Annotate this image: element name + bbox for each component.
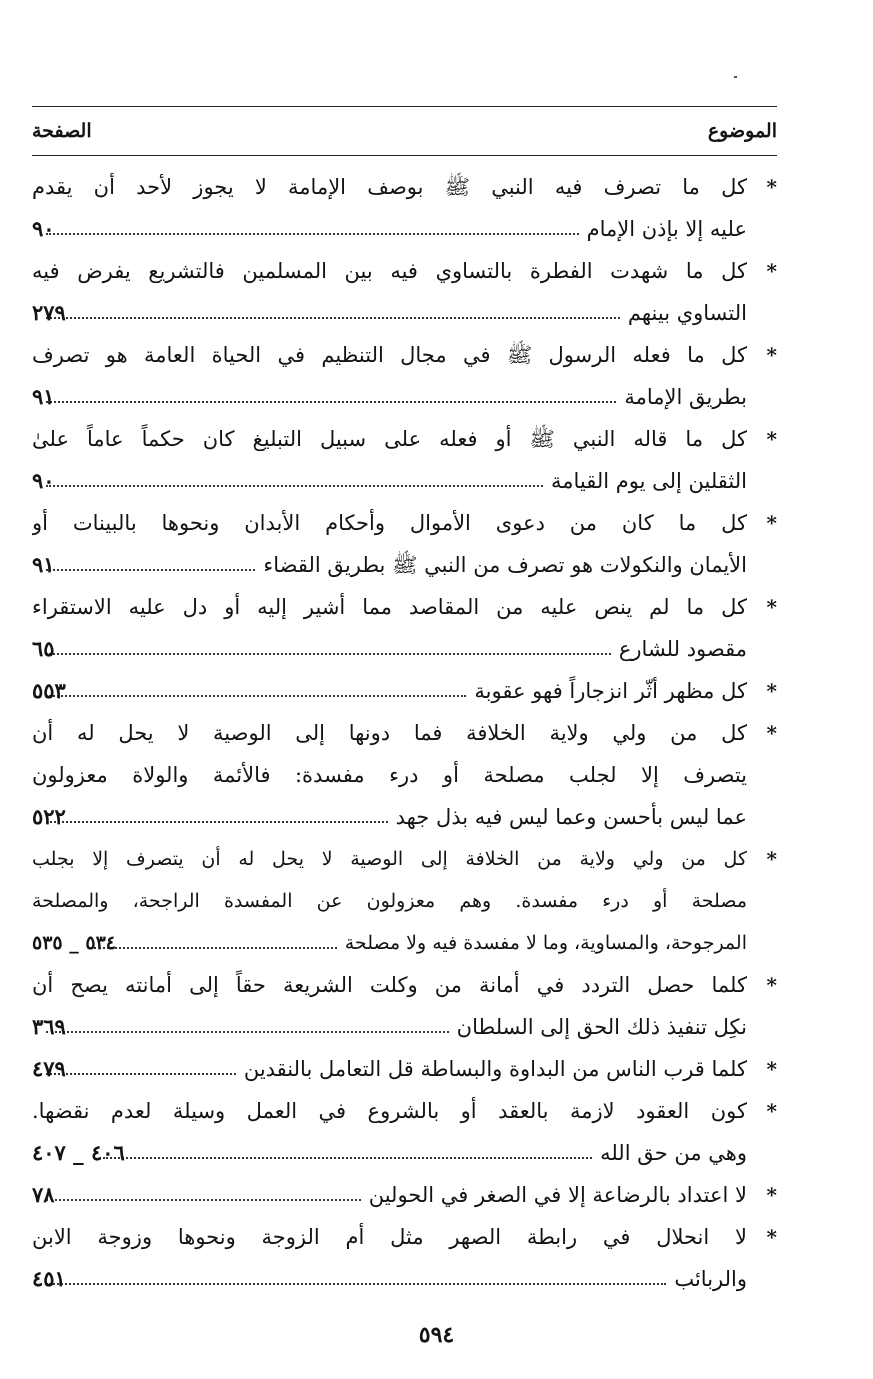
- entry-final-text: الأيمان والنكولات هو تصرف من النبي ﷺ بطريق القضاء: [263, 553, 747, 577]
- entry-final-text: كلما قرب الناس من البداوة والبساطة قل التعامل بالنقدين: [243, 1057, 747, 1081]
- entry-page-ref: ٤٠٦ _ ٤٠٧: [32, 1140, 125, 1165]
- entry-final-line: [32, 796, 747, 838]
- dot-leader: [46, 401, 616, 403]
- entry-final-line: [32, 1006, 747, 1048]
- entry-final-text: نكِل تنفيذ ذلك الحق إلى السلطان: [456, 1015, 747, 1039]
- dot-leader: [46, 233, 579, 235]
- entry-page-ref: ٣٦٩: [32, 1014, 66, 1039]
- entry-line: كل ما قاله النبي ﷺ أو فعله على سبيل التبليغ كان حكماً عاماً علىٰ: [32, 427, 747, 451]
- entry-final-line: [32, 670, 747, 712]
- index-entry: [32, 586, 777, 670]
- entry-line: مصلحة أو درء مفسدة. وهم معزولون عن المفسدة الراجحة، والمصلحة: [32, 890, 747, 912]
- entry-final-text: لا اعتداد بالرضاعة إلا في الصغر في الحولين: [368, 1183, 747, 1207]
- page-column-label: الصفحة: [32, 120, 92, 142]
- entry-line: كل من ولي ولاية الخلافة فما دونها إلى الوصية لا يحل له أن: [32, 721, 747, 745]
- dot-leader: [94, 947, 337, 949]
- index-entry: [32, 418, 777, 502]
- entry-line: كل من ولي ولاية من الخلافة إلى الوصية لا يحل له أن يتصرف إلا بجلب: [32, 848, 747, 870]
- index-entry: [32, 1216, 777, 1300]
- entry-bullet: *: [766, 721, 777, 745]
- entry-final-text: والربائب: [674, 1267, 747, 1291]
- index-entries: [32, 166, 777, 1300]
- entry-final-text: المرجوحة، والمساوية، وما لا مفسدة فيه ولا مصلحة: [344, 932, 747, 954]
- index-entry: [32, 1174, 777, 1216]
- entry-line: كل ما لم ينص عليه من المقاصد مما أشير إليه أو دل عليه الاستقراء: [32, 595, 747, 619]
- entry-page-ref: ٩٠: [32, 468, 55, 493]
- index-entry: [32, 1048, 777, 1090]
- entry-final-line: [32, 1258, 747, 1300]
- entry-page-ref: ٩١: [32, 552, 55, 577]
- entry-final-line: [32, 628, 747, 670]
- entry-line: لا انحلال في رابطة الصهر مثل أم الزوجة ونحوها وزوجة الابن: [32, 1225, 747, 1249]
- entry-final-text: وهي من حق الله: [600, 1141, 747, 1165]
- dot-leader: [46, 1199, 361, 1201]
- entry-final-line: [32, 922, 747, 964]
- index-entry: [32, 1090, 777, 1174]
- entry-final-line: [32, 292, 747, 334]
- index-entry: [32, 838, 777, 964]
- entry-bullet: *: [766, 973, 777, 997]
- subject-column-label: الموضوع: [707, 120, 777, 142]
- entry-page-ref: ٤٧٩: [32, 1056, 66, 1081]
- entry-final-line: [32, 1132, 747, 1174]
- entry-bullet: *: [766, 427, 777, 451]
- entry-bullet: *: [766, 1225, 777, 1249]
- index-entry: [32, 502, 777, 586]
- entry-final-line: [32, 376, 747, 418]
- index-entry: [32, 334, 777, 418]
- entry-page-ref: ٥٢٢: [32, 804, 66, 829]
- entry-line: كون العقود لازمة بالعقد أو بالشروع في العمل وسيلة لعدم نقضها.: [32, 1099, 747, 1123]
- entry-bullet: *: [766, 1183, 777, 1207]
- entry-line: يتصرف إلا لجلب مصلحة أو درء مفسدة: فالأئمة والولاة معزولون: [32, 763, 747, 787]
- entry-page-ref: ٦٥: [32, 636, 55, 661]
- dot-leader: [46, 1283, 666, 1285]
- entry-bullet: *: [766, 259, 777, 283]
- entry-page-ref: ٥٥٣: [32, 678, 66, 703]
- entry-final-text: عما ليس بأحسن وعما ليس فيه بذل جهد: [395, 805, 747, 829]
- entry-bullet: *: [766, 1099, 777, 1123]
- dot-leader: [46, 1073, 236, 1075]
- entry-bullet: *: [766, 175, 777, 199]
- dot-leader: [46, 695, 466, 697]
- entry-final-line: [32, 1174, 747, 1216]
- entry-final-line: [32, 544, 747, 586]
- table-header: [32, 106, 777, 156]
- entry-bullet: *: [766, 343, 777, 367]
- index-entry: [32, 670, 777, 712]
- index-entry: [32, 166, 777, 250]
- index-entry: [32, 964, 777, 1048]
- dot-leader: [46, 1031, 449, 1033]
- dot-leader: [46, 569, 255, 571]
- entry-bullet: *: [766, 595, 777, 619]
- index-entry: [32, 712, 777, 838]
- entry-line: كل ما تصرف فيه النبي ﷺ بوصف الإمامة لا يجوز لأحد أن يقدم: [32, 175, 747, 199]
- dot-leader: [46, 485, 543, 487]
- entry-page-ref: ٢٧٩: [32, 300, 66, 325]
- entry-final-text: الثقلين إلى يوم القيامة: [550, 469, 747, 493]
- entry-bullet: *: [766, 511, 777, 535]
- dot-leader: [103, 1157, 592, 1159]
- scan-mark: [734, 76, 737, 78]
- dot-leader: [46, 821, 388, 823]
- entry-bullet: *: [766, 847, 777, 871]
- entry-page-ref: ٩٠: [32, 216, 55, 241]
- entry-bullet: *: [766, 1057, 777, 1081]
- entry-line: كل ما كان من دعوى الأموال وأحكام الأبدان ونحوها بالبينات أو: [32, 511, 747, 535]
- dot-leader: [46, 653, 611, 655]
- entry-final-text: عليه إلا بإذن الإمام: [586, 217, 747, 241]
- entry-final-text: كل مظهر أثّر انزجاراً فهو عقوبة: [474, 679, 747, 703]
- entry-page-ref: ٥٣٤ _ ٥٣٥: [32, 932, 116, 954]
- dot-leader: [46, 317, 620, 319]
- entry-line: كل ما شهدت الفطرة بالتساوي فيه بين المسلمين فالتشريع يفرض فيه: [32, 259, 747, 283]
- entry-line: كل ما فعله الرسول ﷺ في مجال التنظيم في الحياة العامة هو تصرف: [32, 343, 747, 367]
- entry-final-text: التساوي بينهم: [627, 301, 747, 325]
- entry-page-ref: ٩١: [32, 384, 55, 409]
- entry-final-line: [32, 1048, 747, 1090]
- entry-final-text: مقصود للشارع: [618, 637, 747, 661]
- entry-page-ref: ٤٥١: [32, 1266, 66, 1291]
- entry-final-text: بطريق الإمامة: [624, 385, 747, 409]
- entry-bullet: *: [766, 679, 777, 703]
- page-number: ٥٩٤: [418, 1322, 455, 1348]
- entry-page-ref: ٧٨: [32, 1182, 55, 1207]
- entry-line: كلما حصل التردد في أمانة من وكلت الشريعة حقاً إلى أمانته يصح أن: [32, 973, 747, 997]
- entry-final-line: [32, 208, 747, 250]
- index-entry: [32, 250, 777, 334]
- entry-final-line: [32, 460, 747, 502]
